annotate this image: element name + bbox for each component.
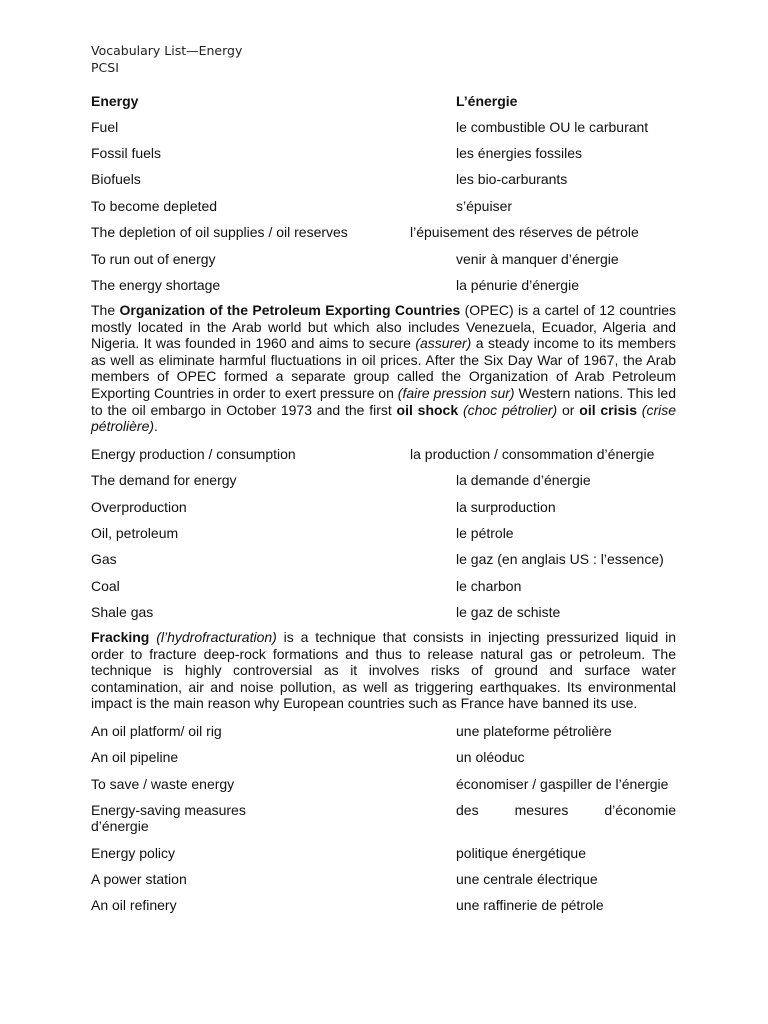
paragraph-text: (OPEC) is a cartel of 12 countries mostly located in the Arab world but which also includes Venezuela, Ecuador, Algeria and Nigeria. It was founded in 1960 and aims to secure	[91, 302, 677, 352]
term-french: économiser / gaspiller de l’énergie	[456, 776, 669, 792]
heading-english: Energy	[91, 93, 139, 109]
opec-paragraph	[91, 302, 676, 435]
paragraph-bold-term: oil shock	[396, 401, 459, 418]
heading-french: L’énergie	[456, 93, 518, 109]
paragraph-text: The	[91, 302, 120, 318]
term-french: une raffinerie de pétrole	[456, 897, 604, 913]
term-english: Energy production / consumption	[91, 446, 296, 462]
term-french: le charbon	[456, 578, 522, 594]
term-english: To run out of energy	[91, 251, 216, 267]
term-french: le combustible OU le carburant	[456, 119, 649, 135]
fracking-paragraph	[91, 629, 676, 712]
paragraph-translation: (l’hydrofracturation)	[156, 629, 277, 645]
term-french: la surproduction	[456, 499, 556, 515]
term-french: venir à manquer d’énergie	[456, 251, 619, 267]
term-french: les bio-carburants	[456, 171, 568, 187]
term-english: To save / waste energy	[91, 776, 235, 792]
paragraph-translation: (faire pression sur)	[397, 384, 515, 401]
class-label: PCSI	[91, 60, 119, 75]
term-french: la pénurie d’énergie	[456, 277, 579, 293]
term-english: Fossil fuels	[91, 145, 162, 161]
paragraph-translation: (crise pétrolière)	[91, 401, 677, 435]
paragraph-translation: (assurer)	[415, 335, 472, 352]
term-french: l’épuisement des réserves de pétrole	[410, 224, 639, 240]
term-french: s’épuiser	[456, 198, 513, 214]
term-english: Energy policy	[91, 845, 176, 861]
term-english: Energy-saving measures	[91, 802, 246, 818]
term-english: To become depleted	[91, 198, 218, 214]
term-english: An oil platform/ oil rig	[91, 723, 222, 739]
term-french: une centrale électrique	[456, 871, 598, 887]
term-french: le gaz (en anglais US : l’essence)	[456, 551, 664, 567]
term-english: An oil pipeline	[91, 749, 179, 765]
paragraph-bold-term: oil crisis	[579, 401, 637, 418]
term-english: Overproduction	[91, 499, 187, 515]
document-title: Vocabulary List—Energy	[91, 43, 243, 58]
term-english: Shale gas	[91, 604, 154, 620]
document-header	[91, 42, 242, 76]
term-french: une plateforme pétrolière	[456, 723, 612, 739]
term-english: A power station	[91, 871, 187, 887]
paragraph-text: Western nations. This led to the oil embargo in October 1973 and the first	[91, 384, 677, 418]
term-english: The depletion of oil supplies / oil reserves	[91, 224, 348, 240]
paragraph-bold-term: Organization of the Petroleum Exporting Countries	[119, 302, 461, 318]
term-english: The energy shortage	[91, 277, 221, 293]
paragraph-text: .	[154, 418, 158, 435]
paragraph-text: is a technique that consists in injecting pressurized liquid in order to fracture deep-rock formations and thus to release natural gas or petroleum. The technique is highly controversial as it involves risks of ground and surface water contamination, air and noise pollution, as well as triggering earthquakes. Its environmental impact is the main reason why European countries such as France have banned its use.	[91, 629, 676, 712]
term-french: le gaz de schiste	[456, 604, 561, 620]
term-english: Coal	[91, 578, 120, 594]
term-french: un oléoduc	[456, 749, 525, 765]
paragraph-bold-term: Fracking	[91, 629, 150, 645]
term-english: The demand for energy	[91, 472, 237, 488]
paragraph-text: a steady income to its members as well as eliminate harmful fluctuations in oil prices. After the Six Day War of 1967, the Arab members of OPEC formed a separate group called the Organization of Arab Petroleum Exporting Countries in order to exert pressure on	[91, 335, 676, 401]
term-english: Fuel	[91, 119, 119, 135]
term-english: Gas	[91, 551, 117, 567]
term-english: Biofuels	[91, 171, 141, 187]
term-french: des mesures d’économie	[456, 802, 676, 818]
term-english: An oil refinery	[91, 897, 177, 913]
term-french: politique énergétique	[456, 845, 586, 861]
paragraph-text: or	[557, 401, 580, 418]
term-french: les énergies fossiles	[456, 145, 583, 161]
term-french: le pétrole	[456, 525, 514, 541]
paragraph-translation: (choc pétrolier)	[462, 401, 558, 418]
term-french: la demande d’énergie	[456, 472, 591, 488]
term-french: la production / consommation d’énergie	[410, 446, 655, 462]
term-french-continued: d’énergie	[91, 818, 149, 834]
term-english: Oil, petroleum	[91, 525, 179, 541]
